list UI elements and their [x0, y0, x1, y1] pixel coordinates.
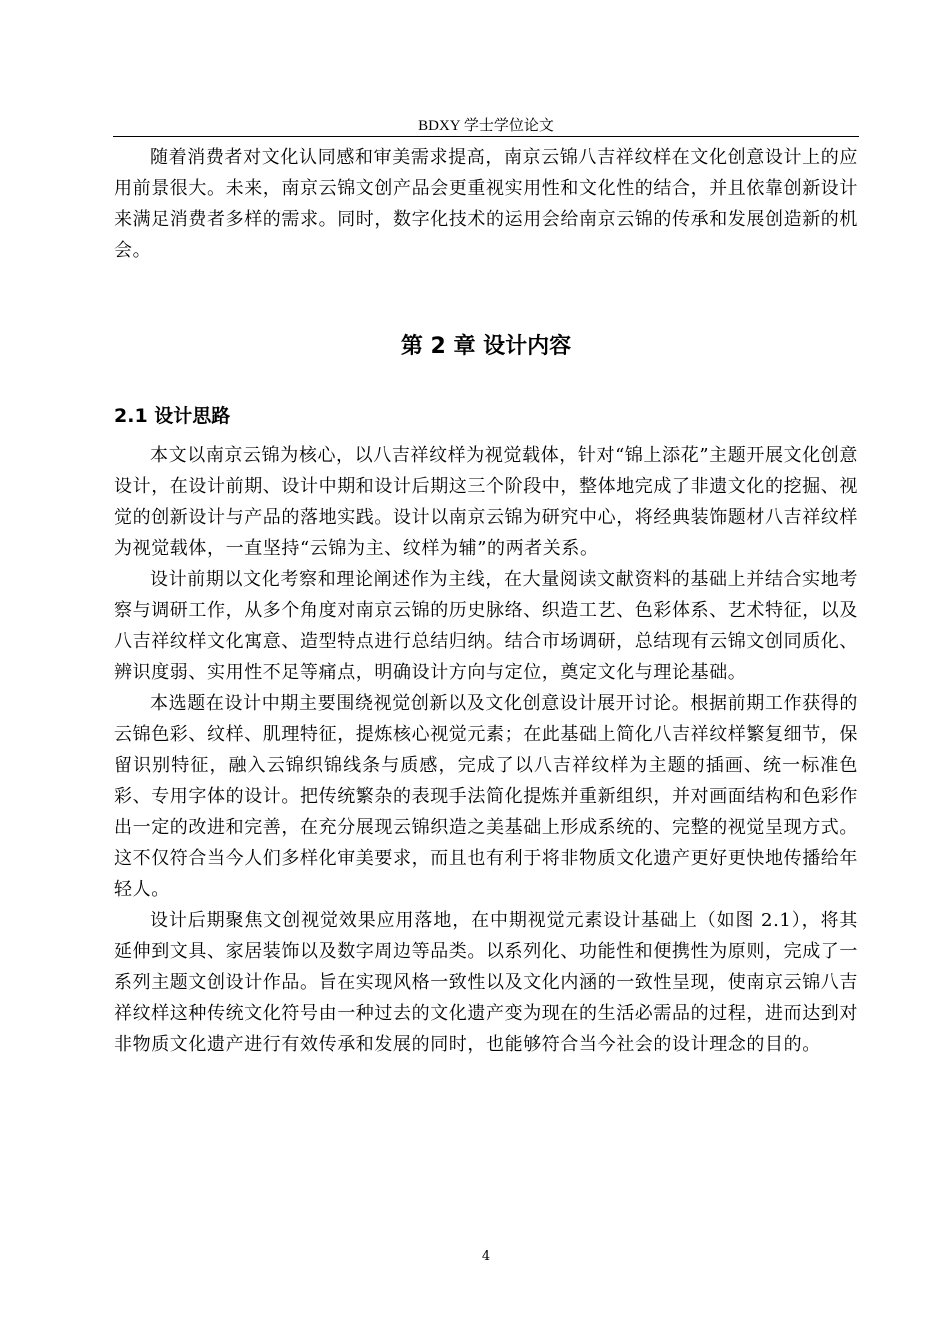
body-paragraph-1: 本文以南京云锦为核心，以八吉祥纹样为视觉载体，针对“锦上添花”主题开展文化创意设计，在设计前期、设计中期和设计后期这三个阶段中，整体地完成了非遗文化的挖掘、视觉的创新设计与产品的落地实践。设计以南京云锦为研究中心，将经典装饰题材八吉祥纹样为视觉载体，一直坚持“云锦为主、纹样为辅”的两者关系。 [114, 445, 858, 559]
body-paragraph-2: 设计前期以文化考察和理论阐述作为主线，在大量阅读文献资料的基础上并结合实地考察与调研工作，从多个角度对南京云锦的历史脉络、织造工艺、色彩体系、艺术特征，以及八吉祥纹样文化寓意、造型特点进行总结归纳。结合市场调研，总结现有云锦文创同质化、辨识度弱、实用性不足等痛点，明确设计方向与定位，奠定文化与理论基础。 [114, 569, 858, 683]
section-title: 2.1 设计思路 [114, 405, 231, 427]
chapter-title: 第 2 章 设计内容 [400, 334, 572, 359]
body-paragraph-4: 设计后期聚焦文创视觉效果应用落地，在中期视觉元素设计基础上（如图 2.1），将其延伸到文具、家居装饰以及数字周边等品类。以系列化、功能性和便携性为原则，完成了一系列主题文创设计作品。旨在实现风格一致性以及文化内涵的一致性呈现，使南京云锦八吉祥纹样这种传统文化符号由一种过去的文化遗产变为现在的生活必需品的过程，进而达到对非物质文化遗产进行有效传承和发展的同时，也能够符合当今社会的设计理念的目的。 [114, 910, 858, 1055]
intro-text-block [114, 142, 858, 266]
intro-paragraph: 随着消费者对文化认同感和审美需求提高，南京云锦八吉祥纹样在文化创意设计上的应用前景很大。未来，南京云锦文创产品会更重视实用性和文化性的结合，并且依靠创新设计来满足消费者多样的需求。同时，数字化技术的运用会给南京云锦的传承和发展创造新的机会。 [114, 147, 858, 261]
section-body [114, 440, 858, 1060]
header-divider [113, 136, 859, 137]
running-header: BDXY 学士学位论文 [418, 118, 554, 134]
page-number: 4 [481, 1249, 491, 1264]
body-paragraph-3: 本选题在设计中期主要围绕视觉创新以及文化创意设计展开讨论。根据前期工作获得的云锦色彩、纹样、肌理特征，提炼核心视觉元素；在此基础上简化八吉祥纹样繁复细节，保留识别特征，融入云锦织锦线条与质感，完成了以八吉祥纹样为主题的插画、统一标准色彩、专用字体的设计。把传统繁杂的表现手法简化提炼并重新组织，并对画面结构和色彩作出一定的改进和完善，在充分展现云锦织造之美基础上形成系统的、完整的视觉呈现方式。这不仅符合当今人们多样化审美要求，而且也有利于将非物质文化遗产更好更快地传播给年轻人。 [114, 693, 858, 900]
